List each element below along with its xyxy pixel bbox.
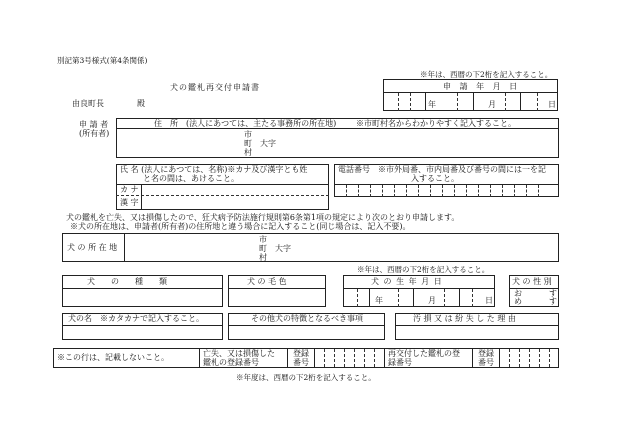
date-year-unit[interactable]: 年 (428, 100, 436, 109)
birth-month-unit: 月 (428, 296, 436, 305)
reg-no-label-1: 登録 (293, 349, 309, 358)
lost-reg-label-2: 鑑札の登録番号 (203, 358, 259, 367)
date-day-unit[interactable]: 日 (548, 100, 556, 109)
kana-label: カ ナ (120, 185, 139, 194)
kanji-label: 漢 字 (120, 198, 139, 207)
dog-name-label: 犬の名 ※カタカナで記入すること。 (68, 314, 204, 323)
location-village-unit: 村 (259, 253, 267, 262)
phone-heading-2: 入すること。 (411, 174, 459, 183)
dog-location-label: 犬 の 所 在 地 (67, 243, 118, 252)
statement-line-1: 犬の鑑札を亡失、又は損傷したので、狂犬病予防法施行規則第6条第1項の規定により次のとおり申請します。 (66, 213, 460, 222)
application-date-heading: 申 請 年 月 日 (443, 82, 521, 91)
sex-male-2[interactable]: す (549, 289, 557, 298)
page-title: 犬の鑑札再交付申請書 (170, 83, 260, 92)
dog-features-label: その他犬の特徴となるべき事項 (251, 314, 363, 323)
phone-heading-1: 電話番号 ※市外局番、市内局番及び番号の間には一を記 (338, 165, 546, 174)
location-city-unit: 市 (259, 235, 267, 244)
applicant-label: 申 請 者 (79, 120, 109, 129)
addressee-honorific: 殿 (137, 99, 145, 108)
applicant-label-sub: (所有者) (79, 129, 110, 138)
address-heading: 住 所 (法人にあつては、主たる事務所の所在地) (154, 119, 337, 128)
birth-year-unit: 年 (375, 296, 383, 305)
footer-year-note: ※年度は、西暦の下2桁を記入すること。 (236, 373, 376, 382)
addressee: 由良町長 (72, 99, 104, 108)
office-use-note: ※この行は、記載しないこと。 (57, 353, 169, 362)
sex-female-2[interactable]: す (549, 297, 557, 306)
name-heading-2: と名の間は、あけること。 (143, 174, 239, 183)
reg-no2-label-1: 登録 (478, 349, 494, 358)
address-village-unit: 村 (244, 148, 252, 157)
birth-year-note: ※年は、西暦の下2桁を記入すること。 (357, 265, 490, 274)
loss-reason-label: 汚 損 又 は 紛 失 し た 理 由 (413, 314, 516, 323)
address-note: ※市町村名からわかりやすく記入すること。 (356, 119, 516, 128)
sex-female-1[interactable]: め (514, 297, 522, 306)
birth-day-unit: 日 (485, 296, 493, 305)
date-month-unit[interactable]: 月 (488, 100, 496, 109)
sex-male-1[interactable]: お (514, 289, 522, 298)
form-label: 別記第3号様式(第4条関係) (57, 56, 148, 65)
dog-breed-label: 犬 の 種 類 (87, 277, 167, 286)
reg-no2-label-2: 番号 (478, 358, 494, 367)
statement-line-2: ※犬の所在地は、申請者(所有者)の住所地と違う場合に記入すること(同じ場合は、記入不要)。 (70, 222, 411, 231)
reissued-label-1: 再交付した鑑札の登 (388, 349, 460, 358)
reg-no-label-2: 番号 (293, 358, 309, 367)
header-year-note: ※年は、西暦の下2桁を記入すること。 (420, 70, 553, 79)
address-city-unit: 市 (244, 130, 252, 139)
dog-sex-label: 犬 の 性 別 (512, 277, 552, 286)
address-town-unit: 町 大字 (244, 139, 276, 148)
name-heading-1: 氏 名 (法人にあつては、名称)※カナ及び漢字とも姓 (120, 165, 308, 174)
reissued-label-2: 録番号 (388, 358, 412, 367)
dog-birth-label: 犬 の 生 年 月 日 (371, 277, 443, 286)
dog-coat-label: 犬 の 毛 色 (247, 277, 287, 286)
dog-location-box[interactable] (62, 233, 559, 262)
location-town-unit: 町 大字 (259, 244, 291, 253)
lost-reg-label-1: 亡失、又は損傷した (203, 349, 275, 358)
